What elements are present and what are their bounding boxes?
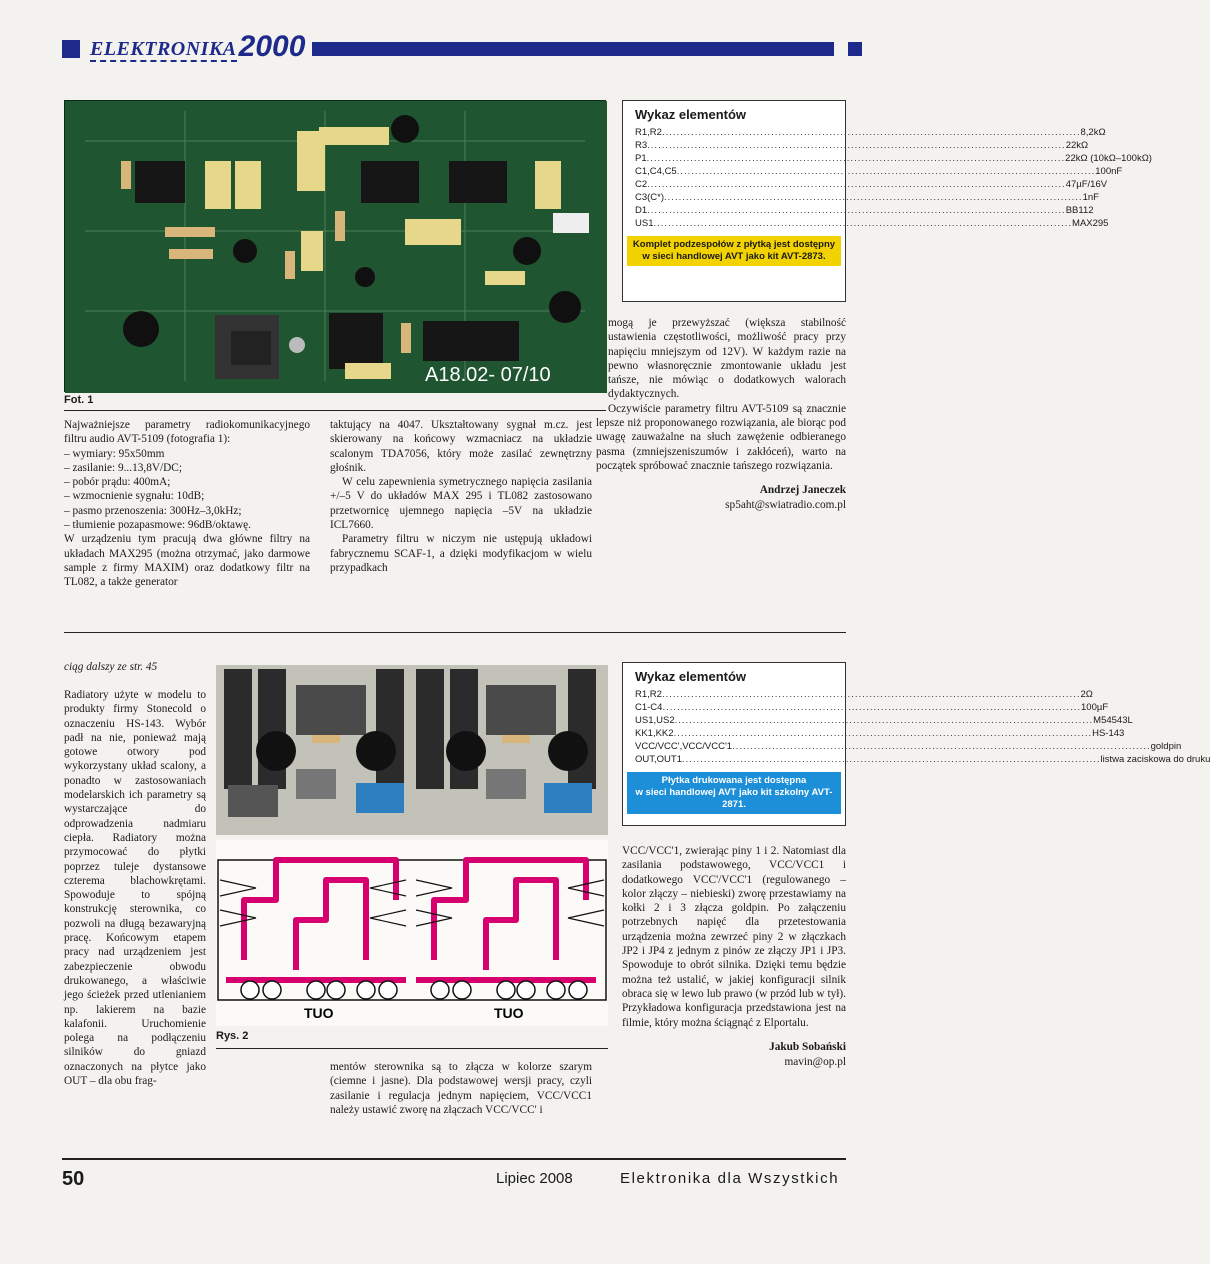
- author-email[interactable]: mavin@op.pl: [784, 1055, 846, 1068]
- pcb-board-label: A18.02- 07/10: [425, 364, 551, 386]
- logo-year: 2000: [238, 30, 306, 63]
- param-item: – wzmocnienie sygnału: 10dB;: [64, 490, 205, 503]
- param-item: – pasmo przenoszenia: 300Hz–3,0kHz;: [64, 504, 242, 517]
- pcb-layout-illustration: [216, 840, 608, 1026]
- param-item: – wymiary: 95x50mm: [64, 447, 165, 460]
- article-2-column-1-bottom: [64, 1036, 310, 1146]
- paragraph: Radiatory użyte w modelu to produkty firmy Stonecold o oznaczeniu HS-143. Wybór padł na nie, ponieważ mają gotowe otwory pod wykorzystany układ scalony, a ponadto w zastosowaniach modelarskich ich parametry są wystarczające do odprowadzenia nadmiaru ciepła. Radiatory można przymocować do płytki poprzez tuleje dystansowe czterema blachowkrętami. Spowoduje to spójną konstrukcję sterownika, co pozwoli na długą bezawaryjną pracę. Końcowym etapem pracy nad urządzeniem jest zabezpieczenie obwodu drukowanego, a właściwie jego ścieżek przed utlenianiem np. lakierem na bazie kalafonii. Uruchomienie polega na podłączeniu silników do gniazd oznaczonych na płytce jako OUT – dla obu frag-: [64, 689, 206, 1088]
- pcb-photo-illustration: [65, 101, 607, 393]
- header-bar-end: [848, 42, 862, 56]
- parts-list-title: Wykaz elementów: [635, 107, 747, 122]
- parts-list-box-2: [622, 662, 1210, 826]
- parts-list-item: R1,R2 ..... 2Ω: [635, 688, 833, 701]
- pcb-label-left: TUO: [304, 1005, 334, 1021]
- article-2-column-1-top: [64, 688, 206, 1088]
- article-2-column-3: [622, 844, 846, 1070]
- kit-availability-banner: [627, 772, 841, 814]
- paragraph: Parametry filtru w niczym nie ustępują układowi fabrycznemu SCAF-1, a dzięki modyfikacjom w wielu przypadkach: [330, 533, 592, 574]
- divider: [64, 410, 606, 411]
- parts-list-item: C2 ..... 47µF/16V: [635, 178, 833, 191]
- parts-list: [623, 126, 1152, 230]
- parts-list-item: US1,US2 ..... M54543L: [635, 714, 833, 727]
- kit-banner-line-2: w sieci handlowej AVT jako kit szkolny AVT-2871.: [635, 787, 833, 810]
- logo-brand: ELEKTRONIKA: [90, 38, 237, 60]
- continued-note: ciąg dalszy ze str. 45: [64, 661, 158, 673]
- paragraph: Najważniejsze parametry radiokomunikacyjnego filtru audio AVT-5109 (fotografia 1):: [64, 419, 310, 446]
- kit-availability-banner: [627, 236, 841, 266]
- paragraph: taktujący na 4047. Ukształtowany sygnał m.cz. jest skierowany na końcowy wzmacniacz na układzie scalonym TDA7056, który może zasilać zewnętrzny głośnik.: [330, 419, 592, 474]
- header-square: [62, 40, 80, 58]
- parts-list-item: R3 ..... 22kΩ: [635, 139, 833, 152]
- paragraph: W celu zapewnienia symetrycznego napięcia zasilania +/–5 V do układów MAX 295 i TL082 zastosowano przetwornicę ujemnego napięcia –5V na układzie ICL7660.: [330, 476, 592, 532]
- page-number: 50: [62, 1168, 85, 1190]
- parts-list-item: C3(C*) ..... 1nF: [635, 191, 833, 204]
- header-bar: [312, 42, 834, 56]
- parts-list-item: C1-C4 ..... 100µF: [635, 701, 833, 714]
- parts-list-box-1: [622, 100, 1152, 302]
- parts-list-item: R1,R2 ..... 8,2kΩ: [635, 126, 833, 139]
- section-divider: [64, 632, 846, 633]
- parts-list-item: C1,C4,C5 ..... 100nF: [635, 165, 833, 178]
- paragraph: mentów sterownika są to złącza w kolorze szarym (ciemne i jasne). Dla podstawowej wersji pracy, czyli zasilanie i regulacja jednym napięciem, VCC/VCC1 należy ustawić zworę na złączach VCC/VCC' i: [330, 1061, 592, 1116]
- figure-2-caption: Rys. 2: [216, 1030, 249, 1042]
- author-name: Andrzej Janeczek: [759, 484, 846, 497]
- figure-pcb-layout: [216, 840, 608, 1026]
- photo-motor-driver: [216, 665, 608, 835]
- kit-banner-line-2: w sieci handlowej AVT jako kit AVT-2873.: [629, 251, 839, 263]
- magazine-logo: [90, 28, 305, 62]
- magazine-name: Elektronika dla Wszystkich: [620, 1170, 840, 1187]
- parts-list-item: D1 ..... BB112: [635, 204, 833, 217]
- author-email[interactable]: sp5aht@swiatradio.com.pl: [725, 499, 846, 512]
- author-name: Jakub Sobański: [769, 1040, 846, 1053]
- parts-list-item: OUT,OUT1 ..... listwa zaciskowa do druku: [635, 753, 833, 766]
- article-2-column-2: [330, 1060, 592, 1117]
- paragraph: W urządzeniu tym pracują dwa główne filtry na układach MAX295 (można otrzymać, jako darmowe sample z firmy MAXIM) oraz dodatkowy filtr na TL082, a także generator: [64, 533, 310, 589]
- kit-banner-line-1: Komplet podzespołów z płytką jest dostępny: [629, 239, 839, 251]
- param-item: – pobór prądu: 400mA;: [64, 476, 171, 489]
- pcb-label-right: TUO: [494, 1005, 524, 1021]
- article-1-column-2: [330, 418, 592, 575]
- paragraph: Oczywiście parametry filtru AVT-5109 są znacznie lepsze niż proponowanego rozwiązania, ale biorąc pod uwagę zauważalne na słuch zawężenie odbieranego pasma (zmniejszeniszumów i zakłóceń), warto na początek spróbować znacznie tańszego rozwiązania.: [596, 402, 846, 472]
- parts-list-item: US1 ..... MAX295: [635, 217, 833, 230]
- param-item: – zasilanie: 9...13,8V/DC;: [64, 461, 182, 474]
- article-1-column-1: [64, 418, 310, 590]
- param-item: – tłumienie pozapasmowe: 96dB/oktawę.: [64, 519, 251, 532]
- parts-list-title: Wykaz elementów: [635, 669, 747, 684]
- paragraph: VCC/VCC'1, zwierając piny 1 i 2. Natomiast dla zasilania podstawowego, VCC/VCC1 i dodatkowego VCC'/VCC'1 (regulowanego – kolor złączy – niebieski) zworę przestawiamy na kołki 2 i 3 złącza goldpin. Po załączeniu potrzebnych napięć dla przetestowania urządzenia można zewrzeć piny 2 w złączkach JP2 i JP4 z jednym z pinów ze złączy JP1 i JP3. Spowoduje to obrót silnika. Dzięki temu będzie można też ustalić, w jakiej konfiguracji silnik obraca się w lewo lub prawo (w przód lub w tył). Przykładowa konfiguracja przedstawiona jest na filmie, który można ściągnąć z Elportalu.: [622, 845, 846, 1029]
- kit-banner-line-1: Płytka drukowana jest dostępna: [661, 775, 807, 786]
- issue-date: Lipiec 2008: [496, 1170, 573, 1187]
- divider: [216, 1048, 608, 1049]
- photo-1-caption: Fot. 1: [64, 394, 94, 406]
- footer-rule: [62, 1158, 846, 1160]
- article-1-column-3: [596, 316, 846, 513]
- motor-driver-photo-illustration: [216, 665, 608, 835]
- parts-list-item: KK1,KK2 ..... HS-143: [635, 727, 833, 740]
- parts-list-item: VCC/VCC',VCC/VCC'1 ..... goldpin: [635, 740, 833, 753]
- parts-list: [623, 688, 1210, 766]
- parts-list-item: P1 ..... 22kΩ (10kΩ–100kΩ): [635, 152, 833, 165]
- photo-pcb-filter: [64, 100, 606, 392]
- paragraph: mogą je przewyższać (większa stabilność ustawienia częstotliwości, możliwość pracy przy napięciu mniejszym od 12V). W każdym razie na pewno własnoręcznie zmontowanie układu jest tańsze, nie mówiąc o dodatkowych walorach dydaktycznych.: [608, 317, 846, 401]
